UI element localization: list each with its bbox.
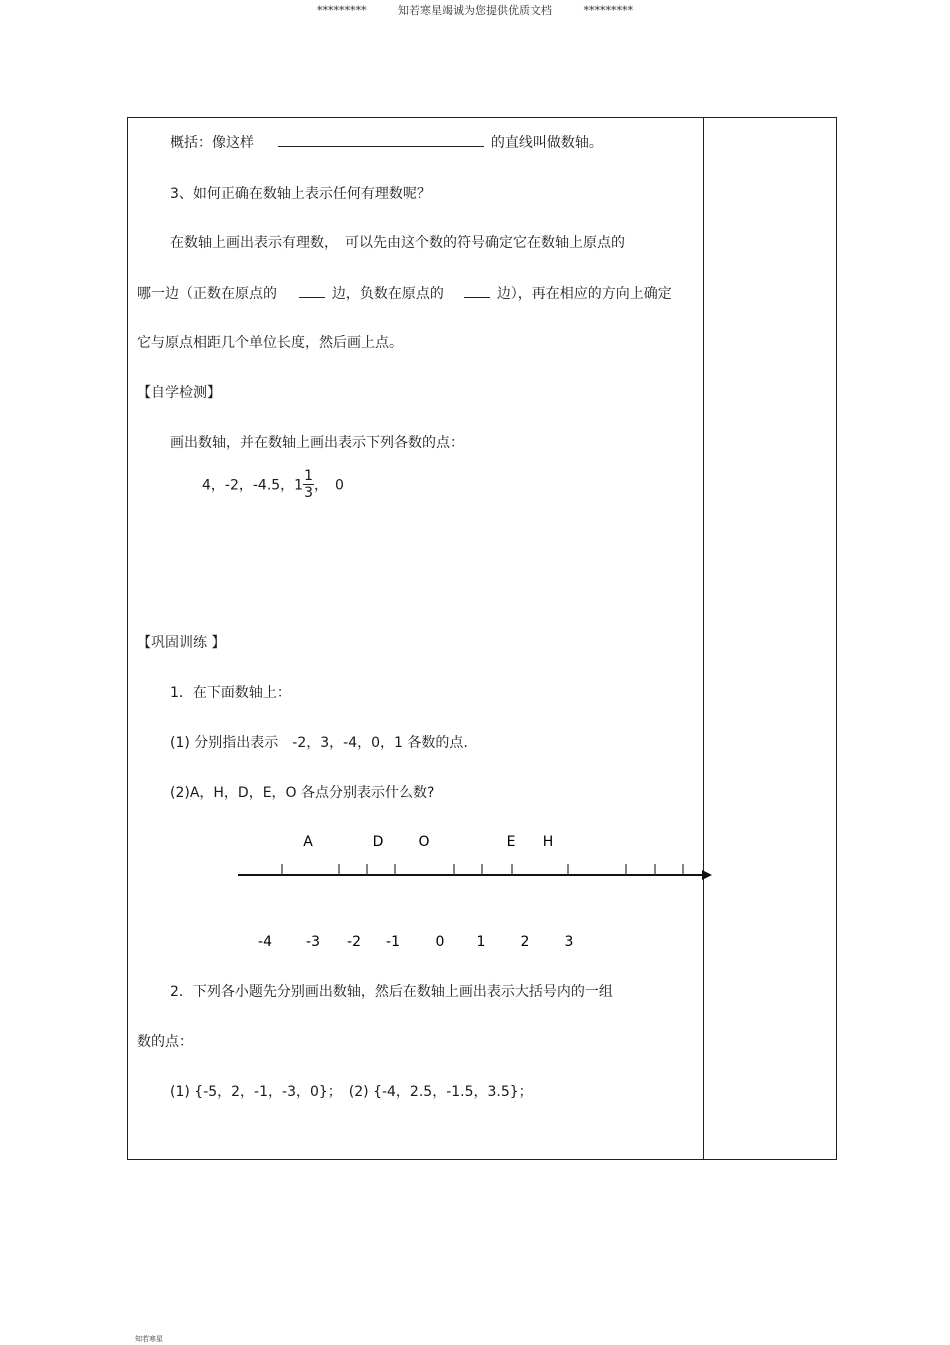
page-header <box>0 2 950 18</box>
point-label-e: E <box>506 834 516 850</box>
page-footer: 知若寒星 <box>135 1335 163 1343</box>
tick-label: 3 <box>564 934 574 950</box>
q3-line2-part-b: 边，负数在原点的 <box>331 286 444 302</box>
q3-blank-negative <box>464 283 490 298</box>
number-line-figure <box>0 820 950 960</box>
self-test-heading: 【自学检测】 <box>137 385 221 401</box>
number-line-arrow <box>702 870 712 880</box>
practice-heading: 【巩固训练 】 <box>137 635 226 651</box>
header-title: 知若寒星竭诚为您提供优质文档 <box>398 4 552 17</box>
practice2-line2: 数的点： <box>137 1034 193 1050</box>
mixed-fraction <box>303 468 314 501</box>
tick-label: -2 <box>347 934 361 950</box>
summary-suffix: 的直线叫做数轴。 <box>490 135 603 151</box>
q3-blank-positive <box>299 283 325 298</box>
point-label-h: H <box>542 834 554 850</box>
q3-title: 3、如何正确在数轴上表示任何有理数呢？ <box>170 186 431 202</box>
summary-blank <box>278 132 484 147</box>
fraction-denominator: 3 <box>304 485 314 502</box>
practice1-question2: (2)A，H，D，E，O 各点分别表示什么数? <box>170 785 435 801</box>
numbers-suffix: ， 0 <box>314 477 344 494</box>
numbers-prefix: 4，-2，-4.5，1 <box>202 477 304 494</box>
summary-prefix: 概括：像这样 <box>170 135 254 151</box>
header-stars-left: ********* <box>317 4 367 17</box>
tick-label: 0 <box>435 934 445 950</box>
self-test-instruction: 画出数轴，并在数轴上画出表示下列各数的点： <box>170 435 464 451</box>
point-label-a: A <box>303 834 313 850</box>
table-column-divider <box>703 117 704 1160</box>
worksheet-table <box>127 117 837 1160</box>
practice2-sets: (1) {-5，2，-1，-3，0}； (2) {-4，2.5，-1.5，3.5}； <box>170 1084 533 1100</box>
q3-paragraph-line3: 它与原点相距几个单位长度，然后画上点。 <box>137 335 403 351</box>
q3-paragraph-line1: 在数轴上画出表示有理数， 可以先由这个数的符号确定它在数轴上原点的 <box>170 235 625 251</box>
tick-label: -3 <box>306 934 320 950</box>
summary-line <box>170 132 603 152</box>
q3-line2-part-c: 边），再在相应的方向上确定 <box>496 286 672 302</box>
point-label-d: D <box>372 834 384 850</box>
tick-label: 2 <box>520 934 530 950</box>
practice1-question1: (1) 分别指出表示 -2，3，-4，0，1 各数的点. <box>170 735 468 751</box>
header-stars-right: ********* <box>583 4 633 17</box>
practice1-title: 1．在下面数轴上： <box>170 685 291 701</box>
fraction-numerator: 1 <box>304 468 314 484</box>
tick-label: 1 <box>476 934 486 950</box>
tick-label: -1 <box>386 934 400 950</box>
q3-line2-part-a: 哪一边（正数在原点的 <box>137 286 277 302</box>
point-label-o: O <box>418 834 430 850</box>
self-test-numbers <box>202 468 344 501</box>
practice2-line1: 2．下列各小题先分别画出数轴，然后在数轴上画出表示大括号内的一组 <box>170 984 613 1000</box>
q3-paragraph-line2 <box>137 283 672 303</box>
tick-label: -4 <box>258 934 272 950</box>
